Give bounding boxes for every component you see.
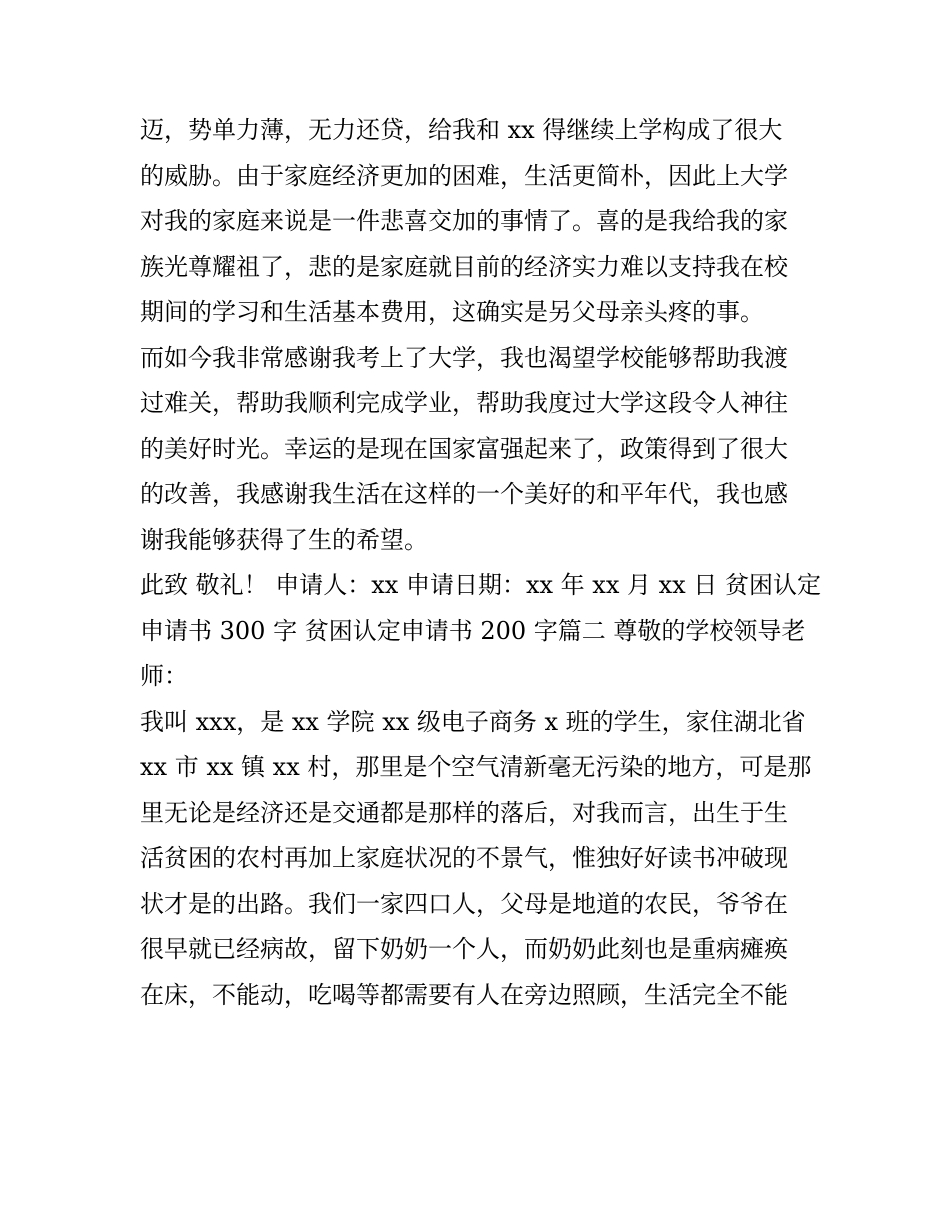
text-line: 我叫 xxx，是 xx 学院 xx 级电子商务 x 班的学生，家住湖北省 [140, 707, 806, 736]
text-line: 的美好时光。幸运的是现在国家富强起来了，政策得到了很大 [140, 434, 788, 463]
text-line: 期间的学习和生活基本费用，这确实是另父母亲头疼的事。 [140, 298, 764, 326]
text-line: 很早就已经病故，留下奶奶一个人，而奶奶此刻也是重病瘫痪 [140, 935, 788, 963]
text-line: 族光尊耀祖了，悲的是家庭就目前的经济实力难以支持我在校 [140, 252, 788, 281]
text-line: 迈，势单力薄，无力还贷，给我和 xx 得继续上学构成了很大 [140, 116, 783, 144]
text-line: 师： [140, 662, 188, 690]
text-line: 在床，不能动，吃喝等都需要有人在旁边照顾，生活完全不能 [140, 980, 788, 1009]
text-line: 申请书 300 字 贫困认定申请书 200 字篇二 尊敬的学校领导老 [140, 616, 806, 645]
text-line: 谢我能够获得了生的希望。 [140, 525, 428, 554]
text-line: 对我的家庭来说是一件悲喜交加的事情了。喜的是我给我的家 [140, 207, 788, 235]
text-line: 过难关，帮助我顺利完成学业，帮助我度过大学这段令人神往 [140, 389, 788, 417]
body-text [140, 108, 820, 1018]
text-line: 里无论是经济还是交通都是那样的落后，对我而言，出生于生 [140, 798, 788, 827]
text-line: 活贫困的农村再加上家庭状况的不景气，惟独好好读书冲破现 [140, 844, 788, 872]
text-line: 状才是的出路。我们一家四口人，父母是地道的农民，爷爷在 [140, 889, 788, 918]
text-line: 的威胁。由于家庭经济更加的困难，生活更简朴，因此上大学 [140, 161, 788, 190]
text-line: 而如今我非常感谢我考上了大学，我也渴望学校能够帮助我渡 [140, 343, 788, 372]
text-line: 此致 敬礼！ 申请人：xx 申请日期：xx 年 xx 月 xx 日 贫困认定 [140, 571, 821, 599]
text-line: xx 市 xx 镇 xx 村，那里是个空气清新毫无污染的地方，可是那 [140, 753, 812, 781]
text-line: 的改善，我感谢我生活在这样的一个美好的和平年代，我也感 [140, 480, 788, 508]
